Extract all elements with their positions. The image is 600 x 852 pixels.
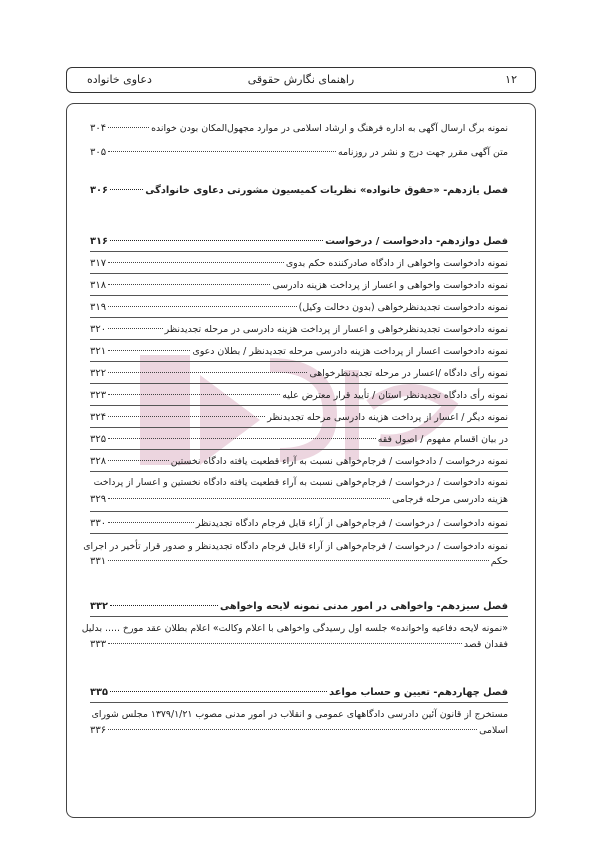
chapter-heading[interactable]: فصل دوازدهم- دادخواست / درخواست ۳۱۶ bbox=[90, 236, 508, 247]
divider bbox=[90, 427, 508, 428]
toc-page: ۳۲۳ bbox=[90, 390, 107, 401]
toc-page: ۳۰۶ bbox=[90, 185, 108, 196]
toc-page: ۳۳۲ bbox=[90, 601, 108, 612]
toc-entry-first-line: نمونه دادخواست / درخواست / فرجام‌خواهی نسبت به آراء قطعیت یافته دادگاه نخستین و اعسار از پرداخت bbox=[93, 477, 508, 488]
toc-entry[interactable]: متن آگهی مقرر جهت درج و نشر در روزنامه ۳۰۵ bbox=[90, 147, 508, 158]
divider bbox=[90, 533, 508, 534]
divider bbox=[90, 361, 508, 362]
divider bbox=[90, 295, 508, 296]
chapter-heading[interactable]: فصل یازدهم- «حقوق خانواده» نظریات کمیسیون مشورتی دعاوی خانوادگی ۳۰۶ bbox=[90, 185, 508, 196]
toc-entry[interactable]: نمونه برگ ارسال آگهی به اداره فرهنگ و ارشاد اسلامی در موارد مجهول‌المکان بودن خوانده ۳۰۴ bbox=[90, 123, 508, 134]
toc-page: ۳۲۲ bbox=[90, 368, 107, 379]
divider bbox=[90, 405, 508, 406]
toc-page: ۳۲۰ bbox=[90, 324, 107, 335]
toc-page: ۳۲۱ bbox=[90, 346, 107, 357]
divider bbox=[90, 702, 508, 703]
toc-entry[interactable]: اسلامی ۳۳۶ bbox=[90, 725, 508, 736]
toc-page: ۳۲۵ bbox=[90, 434, 107, 445]
toc-entry[interactable]: نمونه درخواست / دادخواست / فرجام‌خواهی نسبت به آراء قطعیت یافته دادگاه نخستین ۳۲۸ bbox=[90, 456, 508, 467]
toc-entry[interactable]: هزینه دادرسی مرحله فرجامی ۳۲۹ bbox=[90, 494, 508, 505]
toc-page: ۳۳۰ bbox=[90, 518, 107, 529]
toc-page: ۳۲۸ bbox=[90, 456, 107, 467]
toc-entry[interactable]: نمونه رأی دادگاه /اعسار در مرحله تجدیدنظرخواهی ۳۲۲ bbox=[90, 368, 508, 379]
toc-entry[interactable]: نمونه رأی دادگاه تجدیدنظر استان / تأیید قرار معترض علیه ۳۲۳ bbox=[90, 390, 508, 401]
divider bbox=[90, 449, 508, 450]
chapter-heading[interactable]: فصل چهاردهم- تعیین و حساب مواعد ۳۳۵ bbox=[90, 687, 508, 698]
toc-entry[interactable]: در بیان اقسام مفهوم / اصول فقه ۳۲۵ bbox=[90, 434, 508, 445]
divider bbox=[90, 339, 508, 340]
toc-entry[interactable]: نمونه دادخواست تجدیدنظرخواهی و اعسار از پرداخت هزینه دادرسی در مرحله تجدیدنظر ۳۲۰ bbox=[90, 324, 508, 335]
toc-page: ۳۳۱ bbox=[90, 556, 107, 567]
toc-page: ۳۳۵ bbox=[90, 687, 108, 698]
toc-page: ۳۲۹ bbox=[90, 494, 107, 505]
toc-page: ۳۱۹ bbox=[90, 302, 107, 313]
divider bbox=[90, 616, 508, 617]
toc-entry[interactable]: حکم ۳۳۱ bbox=[90, 556, 508, 567]
chapter-heading[interactable]: فصل سیزدهم- واخواهی در امور مدنی نمونه لایحه واخواهی ۳۳۲ bbox=[90, 601, 508, 612]
toc-page: ۳۲۴ bbox=[90, 412, 107, 423]
toc-entry[interactable]: نمونه دادخواست / درخواست / فرجام‌خواهی از آراء قابل فرجام دادگاه تجدیدنظر ۳۳۰ bbox=[90, 518, 508, 529]
running-header-chapter: دعاوی خانواده bbox=[87, 73, 152, 86]
toc-entry-first-line: مستخرج از قانون آئین دادرسی دادگاههای عمومی و انقلاب در امور مدنی مصوب ۱۳۷۹/۱/۲۱ مجلس شورای bbox=[91, 709, 508, 720]
divider bbox=[90, 251, 508, 252]
toc-page: ۳۰۴ bbox=[90, 123, 107, 134]
running-header-book-title: راهنمای نگارش حقوقی bbox=[247, 73, 355, 86]
toc-entry[interactable]: نمونه دادخواست واخواهی از دادگاه صادرکننده حکم بدوی ۳۱۷ bbox=[90, 258, 508, 269]
toc-page: ۳۱۸ bbox=[90, 280, 107, 291]
toc-page: ۳۱۷ bbox=[90, 258, 107, 269]
toc-page: ۳۳۶ bbox=[90, 725, 107, 736]
toc-page: ۳۰۵ bbox=[90, 147, 107, 158]
running-header bbox=[66, 67, 536, 93]
toc-entry-first-line: نمونه دادخواست / درخواست / فرجام‌خواهی از آراء قابل فرجام دادگاه تجدیدنظر و صدور قرار تأخیر در اجرای bbox=[83, 541, 508, 552]
divider bbox=[90, 317, 508, 318]
toc-page: ۳۱۶ bbox=[90, 236, 108, 247]
toc-page: ۳۳۳ bbox=[90, 639, 107, 650]
toc-entry[interactable]: نمونه دادخواست واخواهی و اعسار از پرداخت هزینه دادرسی ۳۱۸ bbox=[90, 280, 508, 291]
toc-entry-first-line: «نمونه لایحه دفاعیه واخوانده» جلسه اول رسیدگی واخواهی با اعلام وکالت» اعلام بطلان عقد مورخ ..... بدلیل bbox=[81, 623, 508, 634]
divider bbox=[90, 273, 508, 274]
toc-entry[interactable]: نمونه دیگر / اعسار از پرداخت هزینه دادرسی مرحله تجدیدنظر ۳۲۴ bbox=[90, 412, 508, 423]
divider bbox=[90, 471, 508, 472]
divider bbox=[90, 383, 508, 384]
page-number: ۱۲ bbox=[505, 73, 517, 86]
toc-entry[interactable]: فقدان قصد ۳۳۳ bbox=[90, 639, 508, 650]
toc-entry[interactable]: نمونه دادخواست اعسار از پرداخت هزینه دادرسی مرحله تجدیدنظر / بطلان دعوی ۳۲۱ bbox=[90, 346, 508, 357]
divider bbox=[90, 511, 508, 512]
toc-entry[interactable]: نمونه دادخواست تجدیدنظرخواهی (بدون دخالت وکیل) ۳۱۹ bbox=[90, 302, 508, 313]
